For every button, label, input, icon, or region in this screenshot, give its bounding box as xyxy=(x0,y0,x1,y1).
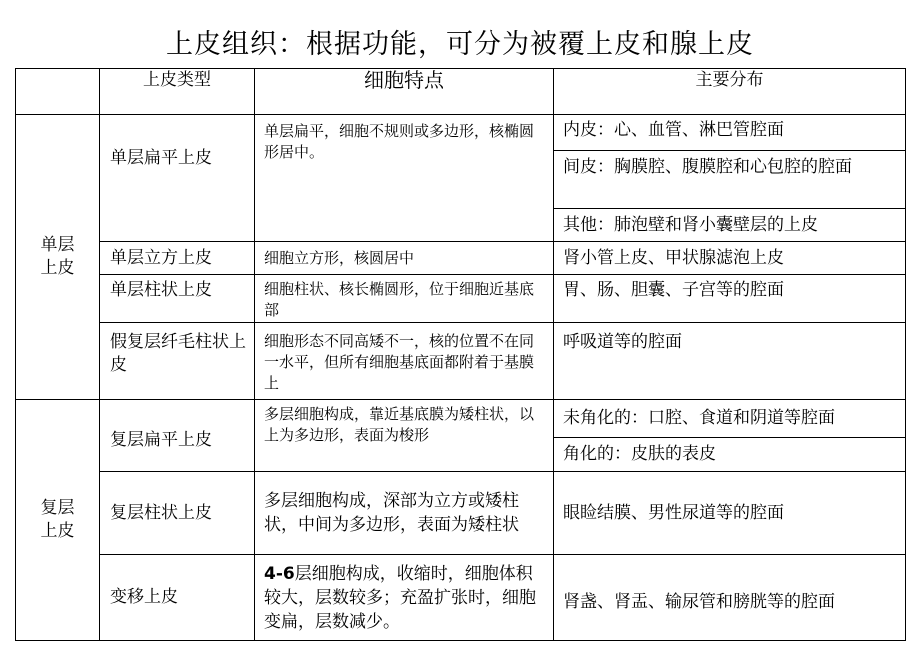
table-row xyxy=(16,323,906,400)
feature-cell: 细胞形态不同高矮不一，核的位置不在同一水平，但所有细胞基底面都附着于基膜上 xyxy=(255,323,554,400)
type-cell: 单层立方上皮 xyxy=(100,242,255,275)
distribution-cell: 其他：肺泡壁和肾小囊壁层的上皮 xyxy=(554,209,906,242)
epithelium-table xyxy=(15,68,906,641)
table-row xyxy=(16,115,906,151)
distribution-cell: 内皮：心、血管、淋巴管腔面 xyxy=(554,115,906,151)
header-distribution: 主要分布 xyxy=(554,69,906,115)
table-row xyxy=(16,275,906,323)
category-stratified xyxy=(16,400,100,641)
category-single-layer xyxy=(16,115,100,400)
feature-cell xyxy=(255,555,554,641)
feature-number-prefix: 4-6 xyxy=(264,563,295,584)
distribution-cell: 间皮：胸膜腔、腹膜腔和心包腔的腔面 xyxy=(554,151,906,209)
distribution-cell: 肾小管上皮、甲状腺滤泡上皮 xyxy=(554,242,906,275)
feature-cell: 细胞立方形，核圆居中 xyxy=(255,242,554,275)
table-row xyxy=(16,400,906,438)
table-row xyxy=(16,242,906,275)
feature-cell: 单层扁平，细胞不规则或多边形，核椭圆形居中。 xyxy=(255,115,554,242)
distribution-cell: 眼睑结膜、男性尿道等的腔面 xyxy=(554,472,906,555)
category-label: 复层 上皮 xyxy=(40,498,75,541)
type-cell: 单层柱状上皮 xyxy=(100,275,255,323)
type-cell: 变移上皮 xyxy=(100,555,255,641)
page-title: 上皮组织：根据功能，可分为被覆上皮和腺上皮 xyxy=(166,29,754,60)
distribution-cell: 未角化的：口腔、食道和阴道等腔面 xyxy=(554,400,906,438)
header-type: 上皮类型 xyxy=(100,69,255,115)
feature-cell: 细胞柱状、核长椭圆形，位于细胞近基底部 xyxy=(255,275,554,323)
feature-text: 层细胞构成，收缩时，细胞体积较大，层数较多；充盈扩张时，细胞变扁，层数减少。 xyxy=(264,563,536,632)
distribution-cell: 胃、肠、胆囊、子宫等的腔面 xyxy=(554,275,906,323)
category-label: 单层 上皮 xyxy=(40,235,75,278)
header-empty-cell xyxy=(16,69,100,115)
distribution-cell: 呼吸道等的腔面 xyxy=(554,323,906,400)
table-row xyxy=(16,472,906,555)
table-header-row xyxy=(16,69,906,115)
type-cell: 复层柱状上皮 xyxy=(100,472,255,555)
type-cell: 单层扁平上皮 xyxy=(100,115,255,242)
distribution-cell: 肾盏、肾盂、输尿管和膀胱等的腔面 xyxy=(554,555,906,641)
type-cell: 假复层纤毛柱状上皮 xyxy=(100,323,255,400)
table-row xyxy=(16,555,906,641)
feature-cell: 多层细胞构成，靠近基底膜为矮柱状，以上为多边形，表面为梭形 xyxy=(255,400,554,472)
distribution-cell: 角化的：皮肤的表皮 xyxy=(554,438,906,472)
header-feature: 细胞特点 xyxy=(255,69,554,115)
type-cell: 复层扁平上皮 xyxy=(100,400,255,472)
feature-cell: 多层细胞构成，深部为立方或矮柱状，中间为多边形，表面为矮柱状 xyxy=(255,472,554,555)
